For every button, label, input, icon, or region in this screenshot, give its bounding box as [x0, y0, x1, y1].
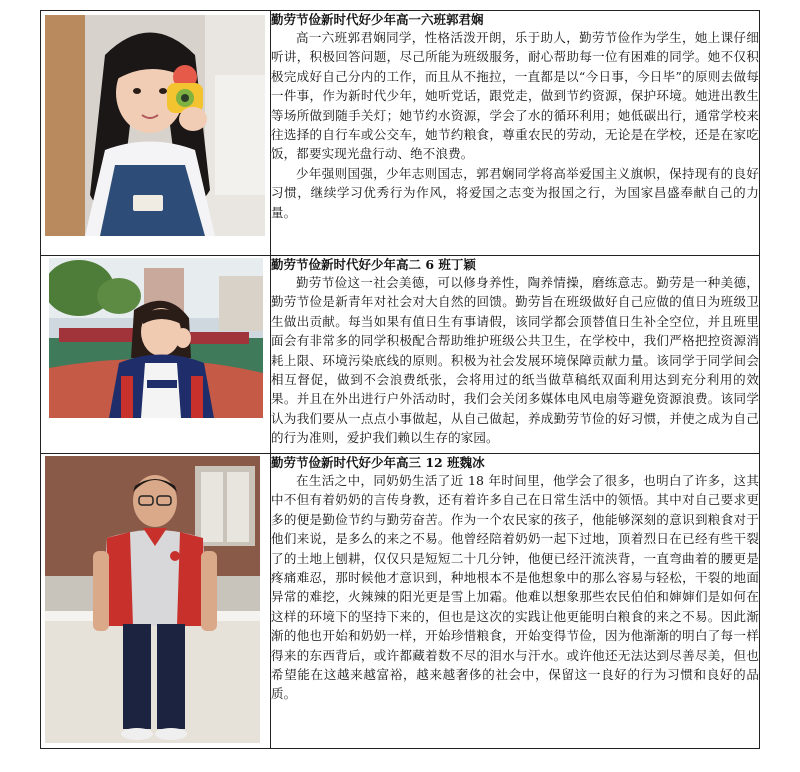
student-row: [41, 454, 760, 749]
student-heading: 勤劳节俭新时代好少年高一六班郭君娴: [271, 12, 484, 27]
student-heading: 勤劳节俭新时代好少年高三 12 班魏冰: [271, 455, 485, 470]
student-paragraph: 高一六班郭君娴同学，性格活泼开朗，乐于助人，勤劳节俭作为学生，她上课仔细听讲，积极回答问题，尽己所能为班级服务，耐心帮助每一位有困难的同学。她不仅积极完成好自己分内的工作，而且从不拖拉，一直都是以“今日事，今日毕”的原则去做每一件事，作为新时代少年，她听党话，跟党走，做到节约资源，保护环境。她进出教生等场所做到随手关灯；她节约水资源，学会了水的循环利用；她低碳出行，通常学校来往选择的自行车或公交车，她节约粮食，尊重农民的劳动，无论是在学校，还是在家吃饭，都要实现光盘行动、绝不浪费。: [271, 30, 759, 162]
girl-camera-photo: [45, 15, 265, 236]
student-roster-table: [40, 10, 760, 749]
student-heading: 勤劳节俭新时代好少年高二 6 班丁颖: [271, 257, 476, 272]
girl-sports-field-photo: [49, 258, 263, 418]
photo-cell: [41, 256, 271, 454]
photo-cell: [41, 454, 271, 749]
student-photo-2: [49, 258, 263, 418]
student-paragraph: 在生活之中，同奶奶生活了近 18 年时间里，他学会了很多，也明白了许多，这其中不但有着奶奶的言传身教，还有着许多自己在日常生活中的领悟。其中对自己要求更多的便是勤俭节约与勤劳奋苦。作为一个农民家的孩子，他能够深刻的意识到粮食对于他们来说，是多么的来之不易。他曾经陪着奶奶一起下过地，顶着烈日在已经有些干裂了的土地上刨耕，仅仅只是短短二十几分钟，他便已经汗流浃背，一直弯曲着的腰更是疼痛难忍，那时候他才意识到，种地根本不是他想象中的那么容易与轻松，干裂的地面异常的难挖，火辣辣的阳光更是雪上加霜。他难以想象那些农民伯伯和婶婶们是如何在这样的环境下的坚持下来的，但也是这次的实践让他更能明白粮食的来之不易。因此渐渐的他也开始和奶奶一样，开始珍惜粮食，开始变得节俭，因为他渐渐的明白了每一样得来的东西背后，或许都藏着数不尽的泪水与汗水。或许他还无法达到尽善尽美，但也希望能在这越来越富裕，越来越奢侈的社会中，保留这一良好的行为习惯和良好的品质。: [271, 473, 759, 702]
student-row: [41, 11, 760, 256]
student-text-cell: [271, 454, 760, 749]
boy-uniform-photo: [45, 456, 260, 743]
student-paragraph: 少年强则国强，少年志则国志，郭君娴同学将高举爱国主义旗帜，保持现有的良好习惯，继续学习优秀行为作风，将爱国之志变为报国之行，为国家昌盛奉献自己的力量。: [271, 165, 759, 220]
photo-cell: [41, 11, 271, 256]
student-text-cell: [271, 11, 760, 256]
student-photo-1: [45, 15, 265, 236]
student-photo-3: [45, 456, 260, 743]
student-text-cell: [271, 256, 760, 454]
student-row: [41, 256, 760, 454]
student-paragraph: 勤劳节俭这一社会美德，可以修身养性，陶养情操，磨练意志。勤劳是一种美德，勤劳节俭是新青年对社会对大自然的回馈。勤劳旨在班级做好自己应做的值日为班级卫生做出贡献。每当如果有值日生有事请假，该同学都会顶替值日生补全空位，并且班里面会有非常多的同学积极配合帮助维护班级公共卫生，在学校中，我们严格把控资源消耗上限、环境污染底线的原则。积极为社会发展环境保障贡献力量。该同学于同学间会相互督促，做到不会浪费纸张，会将用过的纸当做草稿纸双面利用达到充分利用的效果。并且在外出进行户外活动时，我们会关闭多媒体电风电扇等避免资源浪费。该同学认为我们要从一点点小事做起，从自己做起，养成勤劳节俭的好习惯，并使之成为自己的行为准则，爱护我们赖以生存的家园。: [271, 275, 759, 446]
